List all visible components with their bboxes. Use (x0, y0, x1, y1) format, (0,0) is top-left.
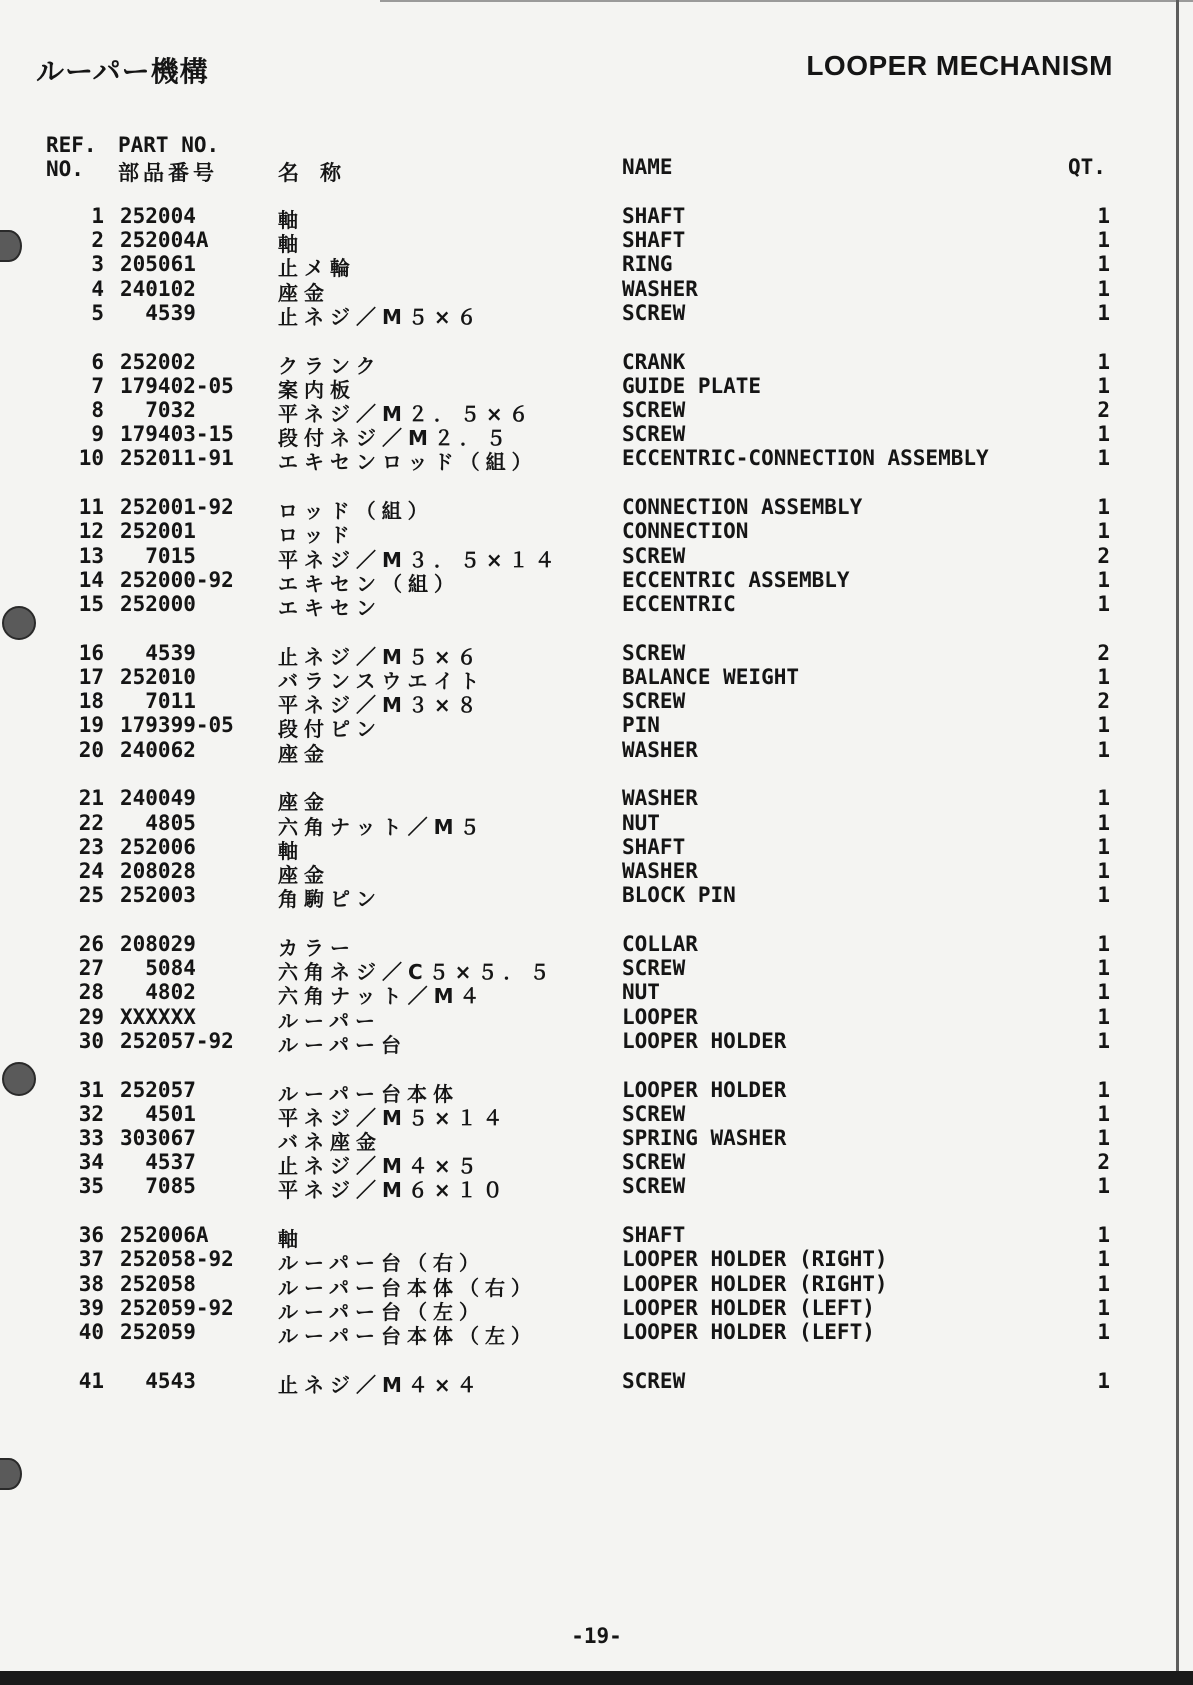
name-cell: WASHER (622, 786, 698, 811)
table-row (0, 228, 1193, 257)
ref-cell: 30 (78, 1028, 104, 1053)
ref-cell: 7 (91, 373, 104, 398)
ref-cell: 4 (91, 276, 104, 301)
name-cell: SCREW (622, 640, 686, 665)
jp-name-cell: 六角ナット／M５ (278, 814, 486, 839)
part-no-cell: 252000-92 (120, 567, 234, 592)
part-no-cell: 252006 (120, 834, 196, 859)
part-no-cell: 208028 (120, 859, 196, 883)
qty-cell: 1 (1097, 859, 1110, 883)
part-no-cell: 252004 (120, 204, 196, 228)
part-no-cell: 252004A (120, 228, 209, 253)
table-row (0, 543, 1193, 572)
part-no-cell: 252059 (120, 1320, 196, 1344)
part-no-cell: 252058-92 (120, 1247, 234, 1272)
ref-cell: 38 (78, 1271, 104, 1296)
qty-cell: 1 (1097, 1174, 1110, 1199)
jp-name-cell: ルーパー台 (278, 1032, 407, 1057)
jp-name-cell: エキセンロッド（組） (278, 450, 538, 475)
qty-cell: 1 (1097, 373, 1110, 398)
part-no-cell: 179399-05 (120, 713, 234, 738)
part-no-cell: 240049 (120, 786, 196, 811)
header-qty: QT. (1068, 155, 1106, 179)
qty-cell: 1 (1097, 567, 1110, 592)
part-no-cell: 5084 (120, 956, 196, 981)
name-cell: SHAFT (622, 204, 686, 228)
table-row (0, 1271, 1193, 1300)
jp-name-cell: 座金 (278, 741, 330, 766)
part-no-cell: 4539 (120, 300, 196, 325)
jp-name-cell: ルーパー台本体 (278, 1081, 459, 1106)
name-cell: CONNECTION ASSEMBLY (622, 495, 863, 520)
table-row (0, 1368, 1193, 1397)
ref-cell: 35 (78, 1174, 104, 1199)
part-no-cell: 252059-92 (120, 1295, 234, 1320)
part-no-cell: 4539 (120, 640, 196, 665)
jp-name-cell: 六角ネジ／C５×５．５ (278, 960, 556, 985)
jp-name-cell: 段付ネジ／M２．５ (278, 426, 512, 451)
name-cell: ECCENTRIC-CONNECTION ASSEMBLY (622, 446, 989, 471)
qty-cell: 1 (1097, 1223, 1110, 1248)
part-no-cell: 252057-92 (120, 1028, 234, 1053)
qty-cell: 1 (1097, 592, 1110, 616)
qty-cell: 1 (1097, 446, 1110, 471)
part-no-cell: 252058 (120, 1271, 196, 1296)
jp-name-cell: 平ネジ／M２．５×６ (278, 402, 535, 426)
ref-cell: 14 (78, 567, 104, 592)
qty-cell: 1 (1097, 665, 1110, 689)
jp-name-cell: 座金 (278, 790, 330, 815)
jp-name-cell: ルーパー台本体（右） (278, 1275, 537, 1300)
table-row (0, 567, 1193, 596)
name-cell: LOOPER HOLDER (622, 1077, 787, 1102)
header-name: NAME (622, 155, 673, 179)
jp-name-cell: 軸 (278, 838, 304, 863)
part-no-cell: XXXXXX (120, 1004, 196, 1029)
name-cell: NUT (622, 980, 660, 1005)
table-row (0, 786, 1193, 815)
ref-cell: 27 (78, 956, 104, 981)
ref-cell: 28 (78, 980, 104, 1005)
ref-cell: 6 (91, 349, 104, 374)
qty-cell: 1 (1097, 204, 1110, 228)
ref-cell: 10 (78, 446, 104, 471)
ref-cell: 3 (91, 252, 104, 277)
jp-name-cell: 段付ピン (278, 717, 382, 742)
jp-name-cell: バランスウエイト (278, 669, 486, 693)
header-part-line1: PART NO. (118, 133, 220, 157)
qty-cell: 1 (1097, 1320, 1110, 1344)
qty-cell: 2 (1097, 398, 1110, 422)
qty-cell: 1 (1097, 228, 1110, 253)
name-cell: ECCENTRIC (622, 592, 736, 616)
header-part-line2: 部品番号 (118, 161, 218, 185)
qty-cell: 1 (1097, 713, 1110, 738)
jp-name-cell: 止ネジ／M４×４ (278, 1372, 483, 1397)
name-cell: CONNECTION (622, 519, 749, 544)
jp-name-cell: ロッド（組） (278, 499, 434, 524)
table-row (0, 689, 1193, 718)
table-row (0, 349, 1193, 378)
table-row (0, 883, 1193, 912)
part-no-cell: 252011-91 (120, 446, 234, 471)
qty-cell: 1 (1097, 737, 1110, 762)
name-cell: SPRING WASHER (622, 1126, 787, 1150)
part-no-cell: 252000 (120, 592, 196, 616)
qty-cell: 1 (1097, 1028, 1110, 1053)
table-row (0, 276, 1193, 305)
ref-cell: 41 (78, 1368, 104, 1393)
name-cell: SCREW (622, 543, 686, 568)
name-cell: LOOPER HOLDER (LEFT) (622, 1295, 875, 1320)
table-row (0, 1295, 1193, 1324)
jp-name-cell: 軸 (278, 208, 304, 232)
name-cell: WASHER (622, 276, 698, 301)
qty-cell: 1 (1097, 495, 1110, 520)
qty-cell: 2 (1097, 1150, 1110, 1175)
part-no-cell: 252001-92 (120, 495, 234, 520)
table-row (0, 1150, 1193, 1179)
ref-cell: 18 (78, 689, 104, 714)
name-cell: SCREW (622, 1150, 686, 1175)
table-row (0, 422, 1193, 451)
ref-cell: 17 (78, 665, 104, 689)
jp-name-cell: ルーパー (278, 1008, 381, 1033)
jp-name-cell: 平ネジ／M５×１４ (278, 1105, 509, 1130)
qty-cell: 1 (1097, 834, 1110, 859)
table-row (0, 398, 1193, 426)
name-cell: CRANK (622, 349, 686, 374)
jp-name-cell: ルーパー台本体（左） (278, 1324, 537, 1348)
ref-cell: 26 (78, 932, 104, 956)
part-no-cell: 179403-15 (120, 422, 234, 447)
binder-hole-4 (0, 1458, 22, 1490)
qty-cell: 1 (1097, 786, 1110, 811)
name-cell: SCREW (622, 422, 686, 447)
page-number: -19- (571, 1624, 622, 1648)
table-row (0, 1101, 1193, 1130)
table-row (0, 252, 1193, 281)
name-cell: SCREW (622, 689, 686, 714)
table-row (0, 640, 1193, 669)
table-row (0, 373, 1193, 402)
ref-cell: 8 (91, 398, 104, 422)
part-no-cell: 7011 (120, 689, 196, 714)
qty-cell: 1 (1097, 1271, 1110, 1296)
jp-name-cell: 座金 (278, 280, 330, 305)
jp-name-cell: クランク (278, 353, 382, 378)
part-no-cell: 252002 (120, 349, 196, 374)
jp-name-cell: ルーパー台（右） (278, 1251, 485, 1276)
qty-cell: 1 (1097, 1126, 1110, 1150)
jp-name-cell: 角駒ピン (278, 887, 382, 912)
page-title-en: LOOPER MECHANISM (806, 50, 1113, 81)
scan-top-edge (380, 0, 1193, 2)
page-title-jp: ルーパー機構 (36, 55, 209, 88)
table-row (0, 300, 1193, 329)
name-cell: BALANCE WEIGHT (622, 665, 800, 689)
qty-cell: 2 (1097, 640, 1110, 665)
ref-cell: 39 (78, 1295, 104, 1320)
name-cell: SHAFT (622, 834, 686, 859)
part-no-cell: 4537 (120, 1150, 196, 1175)
part-no-cell: 4805 (120, 810, 196, 835)
jp-name-cell: 座金 (278, 863, 330, 887)
part-no-cell: 252006A (120, 1223, 209, 1248)
jp-name-cell: 止メ輪 (278, 256, 356, 281)
part-no-cell: 7015 (120, 543, 196, 568)
jp-name-cell: エキセン (278, 596, 382, 620)
qty-cell: 1 (1097, 810, 1110, 835)
table-row (0, 446, 1193, 475)
name-cell: SCREW (622, 398, 686, 422)
name-cell: SCREW (622, 1101, 686, 1126)
jp-name-cell: バネ座金 (278, 1130, 382, 1154)
part-no-cell: 252003 (120, 883, 196, 908)
header-ref-line2: NO. (46, 157, 84, 181)
name-cell: COLLAR (622, 932, 698, 956)
part-no-cell: 240102 (120, 276, 196, 301)
table-row (0, 1223, 1193, 1252)
qty-cell: 1 (1097, 422, 1110, 447)
part-no-cell: 4802 (120, 980, 196, 1005)
table-row (0, 204, 1193, 232)
table-row (0, 956, 1193, 985)
table-row (0, 592, 1193, 620)
ref-cell: 1 (91, 204, 104, 228)
part-no-cell: 4501 (120, 1101, 196, 1126)
qty-cell: 1 (1097, 300, 1110, 325)
qty-cell: 1 (1097, 252, 1110, 277)
ref-cell: 5 (91, 300, 104, 325)
jp-name-cell: 平ネジ／M６×１０ (278, 1178, 509, 1203)
part-no-cell: 179402-05 (120, 373, 234, 398)
qty-cell: 1 (1097, 980, 1110, 1005)
header-jp-name: 名 称 (278, 161, 341, 185)
header-ref-line1: REF. (46, 133, 97, 157)
name-cell: SCREW (622, 956, 686, 981)
qty-cell: 1 (1097, 1101, 1110, 1126)
name-cell: SCREW (622, 1368, 686, 1393)
table-row (0, 932, 1193, 960)
ref-cell: 34 (78, 1150, 104, 1175)
name-cell: BLOCK PIN (622, 883, 736, 908)
name-cell: SCREW (622, 300, 686, 325)
qty-cell: 1 (1097, 1004, 1110, 1029)
jp-name-cell: ロッド (278, 523, 356, 548)
part-no-cell: 7032 (120, 398, 196, 422)
table-row (0, 1004, 1193, 1033)
ref-cell: 25 (78, 883, 104, 908)
jp-name-cell: 平ネジ／M３×８ (278, 693, 483, 718)
name-cell: LOOPER HOLDER (RIGHT) (622, 1271, 888, 1296)
name-cell: PIN (622, 713, 660, 738)
ref-cell: 15 (78, 592, 104, 616)
name-cell: SHAFT (622, 228, 686, 253)
part-no-cell: 240062 (120, 737, 196, 762)
qty-cell: 1 (1097, 276, 1110, 301)
name-cell: ECCENTRIC ASSEMBLY (622, 567, 850, 592)
qty-cell: 2 (1097, 543, 1110, 568)
ref-cell: 16 (78, 640, 104, 665)
name-cell: SHAFT (622, 1223, 686, 1248)
jp-name-cell: カラー (278, 936, 356, 960)
table-row (0, 713, 1193, 742)
qty-cell: 1 (1097, 519, 1110, 544)
qty-cell: 1 (1097, 1368, 1110, 1393)
table-row (0, 1174, 1193, 1203)
ref-cell: 24 (78, 859, 104, 883)
name-cell: WASHER (622, 737, 698, 762)
part-no-cell: 252001 (120, 519, 196, 544)
qty-cell: 1 (1097, 956, 1110, 981)
jp-name-cell: ルーパー台（左） (278, 1299, 485, 1324)
qty-cell: 1 (1097, 1247, 1110, 1272)
name-cell: WASHER (622, 859, 698, 883)
jp-name-cell: 止ネジ／M５×６ (278, 304, 483, 329)
part-no-cell: 205061 (120, 252, 196, 277)
ref-cell: 32 (78, 1101, 104, 1126)
ref-cell: 11 (78, 495, 104, 520)
jp-name-cell: エキセン（組） (278, 571, 460, 596)
jp-name-cell: 平ネジ／M３．５×１４ (278, 547, 561, 572)
ref-cell: 20 (78, 737, 104, 762)
ref-cell: 31 (78, 1077, 104, 1102)
jp-name-cell: 軸 (278, 232, 304, 257)
ref-cell: 23 (78, 834, 104, 859)
jp-name-cell: 案内板 (278, 377, 356, 402)
table-row (0, 495, 1193, 524)
table-row (0, 665, 1193, 693)
qty-cell: 1 (1097, 349, 1110, 374)
name-cell: GUIDE PLATE (622, 373, 762, 398)
part-no-cell: 7085 (120, 1174, 196, 1199)
table-row (0, 519, 1193, 548)
part-no-cell: 208029 (120, 932, 196, 956)
table-row (0, 1320, 1193, 1348)
name-cell: RING (622, 252, 673, 277)
jp-name-cell: 六角ナット／M４ (278, 984, 486, 1009)
table-row (0, 1126, 1193, 1154)
name-cell: NUT (622, 810, 660, 835)
part-no-cell: 303067 (120, 1126, 196, 1150)
scan-bottom-edge (0, 1671, 1193, 1685)
name-cell: LOOPER HOLDER (LEFT) (622, 1320, 875, 1344)
ref-cell: 33 (78, 1126, 104, 1150)
ref-cell: 21 (78, 786, 104, 811)
qty-cell: 1 (1097, 1295, 1110, 1320)
table-row (0, 834, 1193, 863)
name-cell: LOOPER HOLDER (622, 1028, 787, 1053)
ref-cell: 12 (78, 519, 104, 544)
part-no-cell: 252010 (120, 665, 196, 689)
ref-cell: 36 (78, 1223, 104, 1248)
jp-name-cell: 軸 (278, 1227, 304, 1252)
name-cell: LOOPER HOLDER (RIGHT) (622, 1247, 888, 1272)
part-no-cell: 4543 (120, 1368, 196, 1393)
qty-cell: 1 (1097, 883, 1110, 908)
ref-cell: 29 (78, 1004, 104, 1029)
ref-cell: 9 (91, 422, 104, 447)
table-row (0, 980, 1193, 1009)
qty-cell: 1 (1097, 1077, 1110, 1102)
table-row (0, 1077, 1193, 1106)
qty-cell: 2 (1097, 689, 1110, 714)
jp-name-cell: 止ネジ／M５×６ (278, 644, 483, 669)
ref-cell: 2 (91, 228, 104, 253)
qty-cell: 1 (1097, 932, 1110, 956)
table-row (0, 810, 1193, 839)
name-cell: SCREW (622, 1174, 686, 1199)
table-row (0, 859, 1193, 887)
part-no-cell: 252057 (120, 1077, 196, 1102)
name-cell: LOOPER (622, 1004, 698, 1029)
ref-cell: 37 (78, 1247, 104, 1272)
jp-name-cell: 止ネジ／M４×５ (278, 1154, 483, 1179)
ref-cell: 13 (78, 543, 104, 568)
ref-cell: 40 (78, 1320, 104, 1344)
table-row (0, 1247, 1193, 1276)
ref-cell: 22 (78, 810, 104, 835)
ref-cell: 19 (78, 713, 104, 738)
table-row (0, 1028, 1193, 1057)
table-row (0, 737, 1193, 766)
